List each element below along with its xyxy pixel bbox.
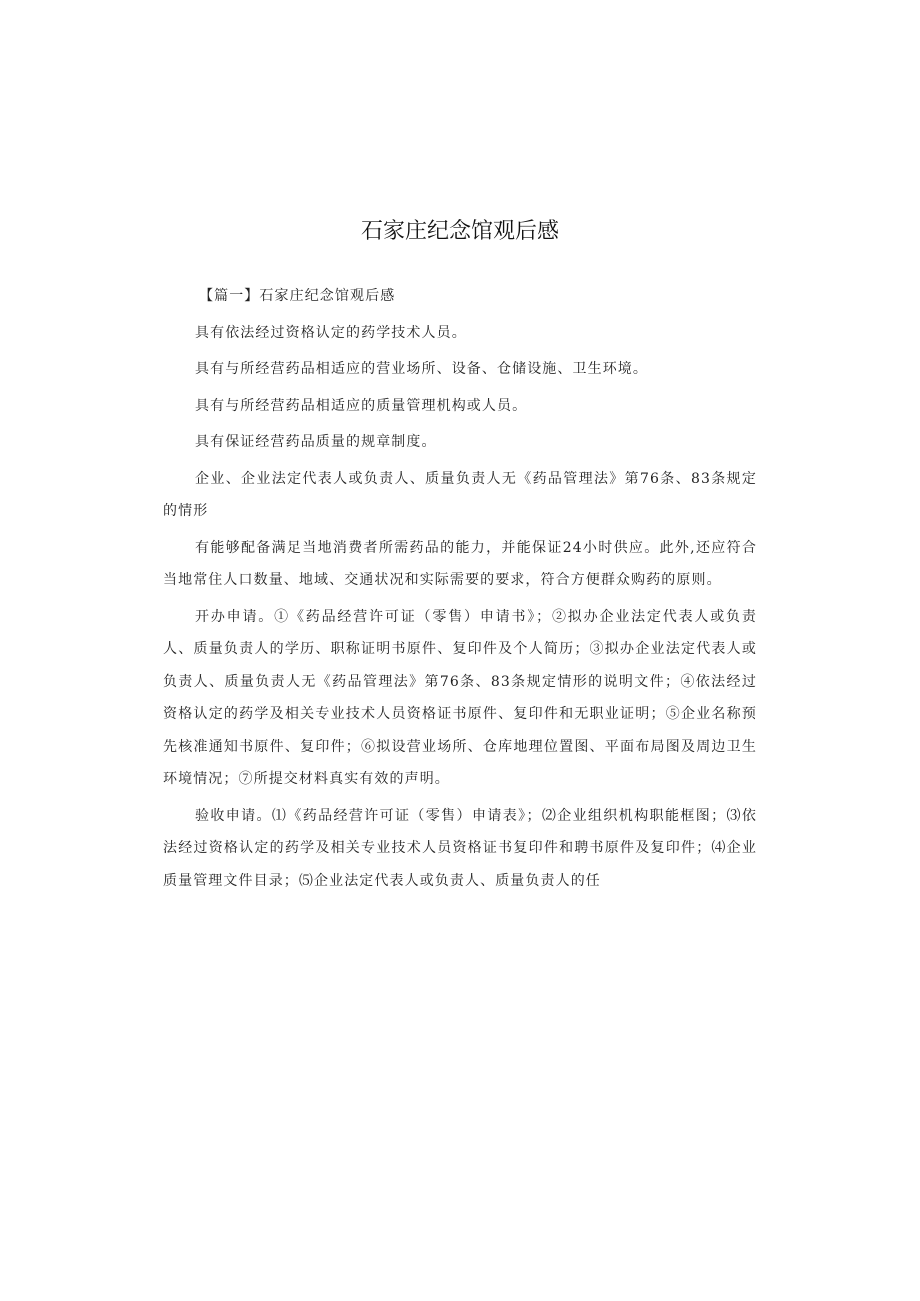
document-body: [163, 280, 757, 901]
paragraph: 开办申请。①《药品经营许可证（零售）申请书》；②拟办企业法定代表人或负责人、质量负责人的学历、职称证明书原件、复印件及个人简历；③拟办企业法定代表人或负责人、质量负责人无《药品管理法》第76条、83条规定情形的说明文件；④依法经过资格认定的药学及相关专业技术人员资格证书原件、复印件和无职业证明；⑤企业名称预先核准通知书原件、复印件；⑥拟设营业场所、仓库地理位置图、平面布局图及周边卫生环境情况；⑦所提交材料真实有效的声明。: [163, 608, 757, 787]
paragraph: 验收申请。⑴《药品经营许可证（零售）申请表》；⑵企业组织机构职能框图；⑶依法经过资格认定的药学及相关专业技术人员资格证书复印件和聘书原件及复印件；⑷企业质量管理文件目录；⑸企业法定代表人或负责人、质量负责人的任: [163, 807, 757, 889]
paragraph: 具有与所经营药品相适应的营业场所、设备、仓储设施、卫生环境。: [195, 361, 648, 377]
document-title: 石家庄纪念馆观后感: [360, 219, 559, 244]
section-heading: 【篇一】石家庄纪念馆观后感: [199, 288, 396, 304]
paragraph: 企业、企业法定代表人或负责人、质量负责人无《药品管理法》第76条、83条规定的情形: [163, 470, 757, 519]
paragraph: 具有与所经营药品相适应的质量管理机构或人员。: [195, 397, 528, 414]
paragraph: 具有保证经营药品质量的规章制度。: [195, 434, 437, 450]
paragraph: 有能够配备满足当地消费者所需药品的能力，并能保证24小时供应。此外,还应符合当地常住人口数量、地域、交通状况和实际需要的要求，符合方便群众购药的原则。: [163, 539, 757, 588]
paragraph: 具有依法经过资格认定的药学技术人员。: [195, 324, 467, 341]
